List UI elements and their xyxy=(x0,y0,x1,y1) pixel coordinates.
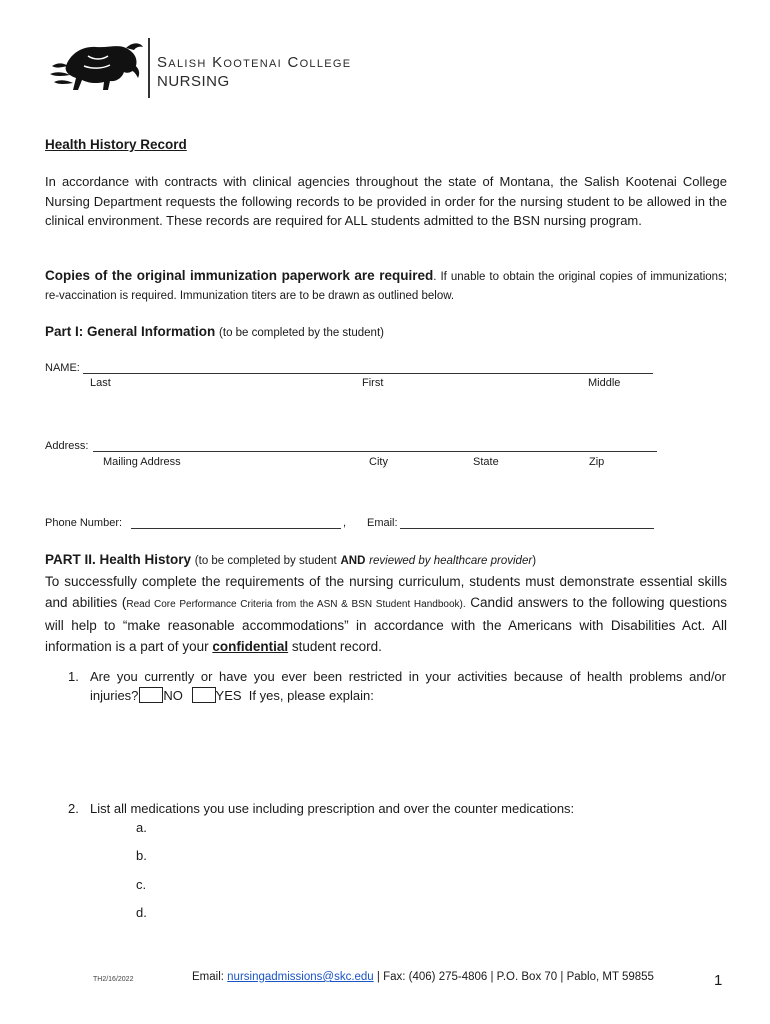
part2-paragraph xyxy=(45,571,727,657)
part2-text-a: To successfully complete the requirements of the nursing curriculum, students must demonstrate essential skills and abilities ( xyxy=(45,574,727,610)
q2-item-d: d. xyxy=(136,905,147,920)
immunization-text: . If unable to obtain the original copies of immunizations; re-vaccination is required. Immunization titers are to be drawn as outlined below. xyxy=(45,271,728,302)
part2-title: PART II. Health History xyxy=(45,552,192,567)
email-label: Email: xyxy=(367,517,398,529)
name-sub-middle: Middle xyxy=(588,377,621,389)
footer-email-link[interactable]: nursingadmissions@skc.edu xyxy=(227,971,374,983)
part1-title: Part I: General Information xyxy=(45,324,216,339)
footer-code: TH2/16/2022 xyxy=(93,976,134,983)
immunization-bold: Copies of the original immunization paperwork are required xyxy=(45,268,434,283)
immunization-paragraph xyxy=(45,267,727,305)
q1-yes-checkbox[interactable] xyxy=(192,687,216,703)
address-field[interactable] xyxy=(93,451,657,452)
email-field[interactable] xyxy=(400,528,654,529)
phone-comma: , xyxy=(343,517,347,529)
phone-label: Phone Number: xyxy=(45,517,123,529)
name-label: NAME: xyxy=(45,362,80,374)
part2-note-pre: (to be completed by student xyxy=(194,555,337,567)
address-sub-city: City xyxy=(369,456,388,468)
part2-text-bold: confidential xyxy=(212,639,289,654)
phone-field[interactable] xyxy=(131,528,341,529)
q1-number: 1. xyxy=(68,669,79,684)
part2-text-small: Read Core Performance Criteria from the ASN & BSN Student Handbook). xyxy=(126,599,466,610)
intro-paragraph: In accordance with contracts with clinical agencies throughout the state of Montana, the Salish Kootenai College Nursing Department requests the following records to be provided in order for the nursing student to be allowed in the clinical environment. These records are required for ALL students admitted to the BSN nursing program. xyxy=(45,174,727,228)
part2-text-c: student record. xyxy=(291,639,382,654)
logo-divider xyxy=(148,38,150,98)
address-sub-state: State xyxy=(473,456,499,468)
q1-text: Are you currently or have you ever been restricted in your activities because of health problems and/or injuries? xyxy=(90,669,726,703)
footer-email-label: Email: xyxy=(192,971,224,983)
q1-follow: If yes, please explain: xyxy=(248,688,374,703)
q1-no-checkbox[interactable] xyxy=(139,687,163,703)
part1-heading xyxy=(45,324,384,339)
q2-number: 2. xyxy=(68,801,79,816)
name-sub-first: First xyxy=(362,377,384,389)
footer-details: | Fax: (406) 275-4806 | P.O. Box 70 | Pablo, MT 59855 xyxy=(376,971,654,983)
department-name: NURSING xyxy=(157,73,230,90)
bison-logo-icon xyxy=(48,36,146,98)
page-number: 1 xyxy=(714,972,723,989)
part1-note: (to be completed by the student) xyxy=(219,327,384,339)
q1-item xyxy=(90,667,726,705)
address-sub-zip: Zip xyxy=(589,456,605,468)
part2-heading xyxy=(45,552,536,567)
part2-note-italic: reviewed by healthcare provider xyxy=(369,555,533,567)
name-sub-last: Last xyxy=(90,377,111,389)
q2-text: List all medications you use including prescription and over the counter medications: xyxy=(90,801,575,816)
q2-item-a: a. xyxy=(136,820,147,835)
q1-yes-label: YES xyxy=(215,688,242,703)
part2-note-and: AND xyxy=(340,555,366,567)
footer-contact xyxy=(192,971,654,983)
part2-text-b: Candid answers to the following questions will help to “make reasonable accommodations” in accordance with the Americans with Disabilities Act. All information is a part of your xyxy=(45,595,728,654)
page-title: Health History Record xyxy=(45,137,187,152)
address-label: Address: xyxy=(45,440,89,452)
q2-item-b: b. xyxy=(136,848,147,863)
q2-item-c: c. xyxy=(136,877,147,892)
q1-no-label: NO xyxy=(163,688,183,703)
name-field[interactable] xyxy=(83,373,653,374)
address-sub-mailing: Mailing Address xyxy=(103,456,181,468)
college-name: Salish Kootenai College xyxy=(157,54,352,71)
part2-note-post: ) xyxy=(532,555,537,567)
